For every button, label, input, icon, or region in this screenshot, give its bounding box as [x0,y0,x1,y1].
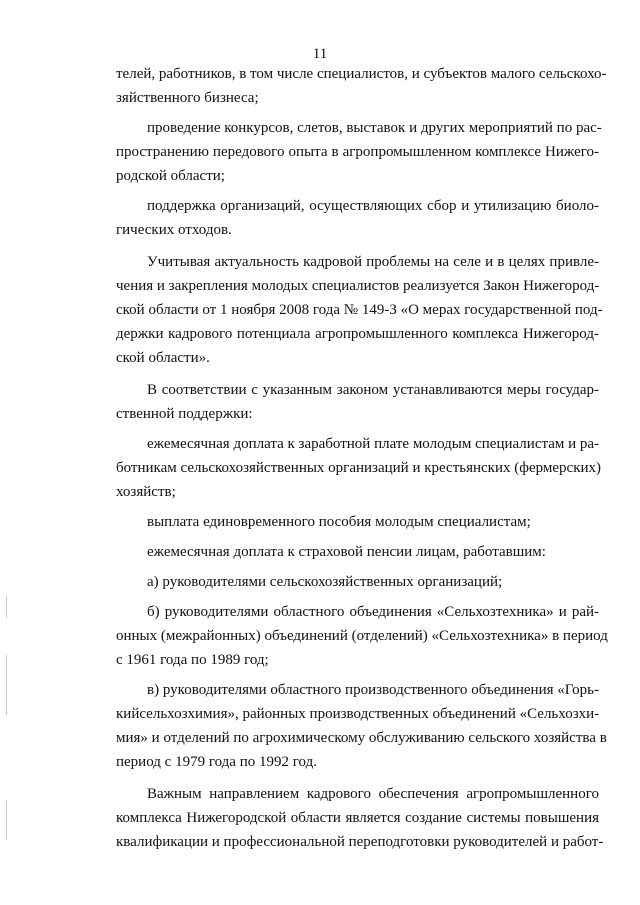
text-line: онных (межрайонных) объединений (отделений) «Сельхозтехника» в период [116,628,608,644]
text-line: телей, работников, в том числе специалистов, и субъектов малого сельскохо- [116,66,607,82]
text-line: квалификации и профессиональной переподготовки руководителей и работ- [116,834,604,850]
scan-artifact [6,800,7,840]
text-line: В соответствии с указанным законом устанавливаются меры государ- [147,382,599,398]
paragraph [116,510,599,534]
text-line: мия» и отделений по агрохимическому обслуживанию сельского хозяйства в [116,730,607,746]
text-line: б) руководителями областного объединения «Сельхозтехника» и рай- [147,604,599,620]
paragraph [116,62,607,110]
page-number: 11 [312,46,328,62]
paragraph [116,432,602,504]
text-line: ежемесячная доплата к страховой пенсии лицам, работавшим: [147,544,546,560]
paragraph [116,540,599,564]
text-line: гических отходов. [116,222,232,238]
text-line: хозяйств; [116,484,176,500]
paragraph [116,782,604,854]
scan-artifact [6,596,7,618]
paragraph [116,678,607,774]
text-line: ской области от 1 ноября 2008 года № 149-З «О мерах государственной под- [116,302,603,318]
text-line: период с 1979 года по 1992 год. [116,754,317,770]
text-line: проведение конкурсов, слетов, выставок и других мероприятий по рас- [147,120,602,136]
text-line: ботникам сельскохозяйственных организаций и крестьянских (фермерских) [116,460,602,476]
body-text [116,62,608,854]
text-line: ственной поддержки: [116,406,253,422]
text-line: в) руководителями областного производственного объединения «Горь- [147,682,599,698]
text-line: ежемесячная доплата к заработной плате молодым специалистам и ра- [147,436,600,452]
paragraph [116,570,599,594]
paragraph [116,116,602,188]
text-line: держки кадрового потенциала агропромышленного комплекса Нижегород- [116,326,599,342]
text-line: пространению передового опыта в агропромышленном комплексе Нижего- [116,144,599,160]
paragraph [116,250,603,370]
text-line: с 1961 года по 1989 год; [116,652,269,668]
scan-artifact [6,655,7,715]
text-line: кийсельхозхимия», районных производственных объединений «Сельхозхи- [116,706,600,722]
text-line: ской области». [116,350,210,366]
text-line: выплата единовременного пособия молодым специалистам; [147,514,531,530]
text-line: поддержка организаций, осуществляющих сбор и утилизацию биоло- [147,198,599,214]
text-line: чения и закрепления молодых специалистов реализуется Закон Нижегород- [116,278,600,294]
text-line: родской области; [116,168,225,184]
paragraph [116,378,599,426]
text-line: Важным направлением кадрового обеспечения агропромышленного [147,786,599,802]
text-line: комплекса Нижегородской области является создание системы повышения [116,810,599,826]
text-line: Учитывая актуальность кадровой проблемы на селе и в целях привле- [147,254,599,270]
paragraph [116,600,608,672]
paragraph [116,194,599,242]
text-line: зяйственного бизнеса; [116,90,259,106]
text-line: а) руководителями сельскохозяйственных организаций; [147,574,503,590]
